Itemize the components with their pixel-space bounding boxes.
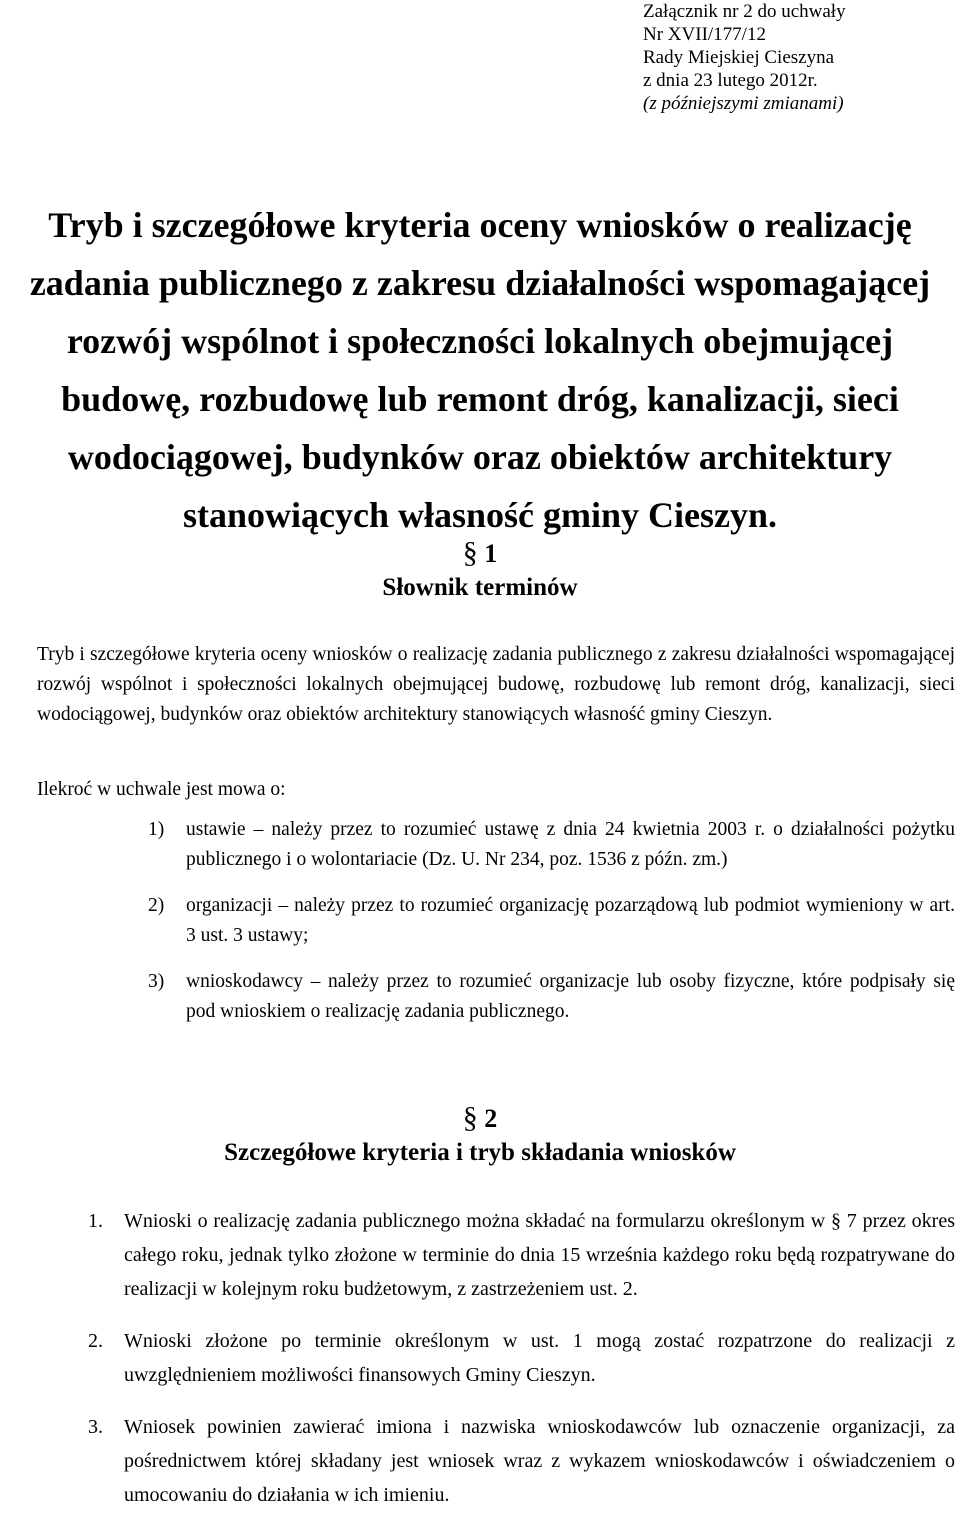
list-item-text: organizacji – należy przez to rozumieć organizację pozarządową lub podmiot wymieniony w art. 3 ust. 3 ustawy; xyxy=(186,895,955,946)
paragraph-symbol: § xyxy=(462,536,478,569)
criteria-list xyxy=(0,1204,955,1530)
list-item xyxy=(0,1324,955,1392)
document-title xyxy=(0,196,960,544)
title-line: Tryb i szczegółowe kryteria oceny wniosków o realizację xyxy=(48,205,912,245)
annex-amendment-note: (z późniejszymi zmianami) xyxy=(643,93,844,114)
title-line: zadania publicznego z zakresu działalności wspomagającej xyxy=(29,263,931,303)
section-number-value: 1 xyxy=(484,539,498,568)
list-item-text: Wniosek powinien zawierać imiona i nazwiska wnioskodawców lub oznaczenie organizacji, za pośrednictwem której składany jest wniosek wraz z wykazem wnioskodawców i oświadczeniem o umocowaniu do działania w ich imieniu. xyxy=(124,1416,955,1506)
list-item-text: Wnioski złożone po terminie określonym w ust. 1 mogą zostać rozpatrzone do realizacji z uwzględnieniem możliwości finansowych Gminy Cieszyn. xyxy=(124,1330,955,1386)
list-item xyxy=(37,815,955,875)
annex-line: z dnia 23 lutego 2012r. xyxy=(643,70,818,91)
list-item xyxy=(0,1410,955,1512)
title-line: wodociągowej, budynków oraz obiektów architektury xyxy=(67,437,893,477)
list-item-text: ustawie – należy przez to rozumieć ustawę z dnia 24 kwietnia 2003 r. o działalności pożytku publicznego i o wolontariacie (Dz. U. Nr 234, poz. 1536 z późn. zm.) xyxy=(186,819,955,870)
annex-line: Rady Miejskiej Cieszyna xyxy=(643,47,835,68)
definitions-list xyxy=(37,815,955,1043)
list-item-number: 2) xyxy=(148,895,165,916)
section-1-intro: Tryb i szczegółowe kryteria oceny wniosków o realizację zadania publicznego z zakresu działalności wspomagającej rozwój wspólnot i społeczności lokalnych obejmującej budowę, rozbudowę lub remont dróg, kanalizacji, sieci wodociągowej, budynków oraz obiektów architektury stanowiących własność gminy Cieszyn. xyxy=(37,644,955,725)
list-item-number: 3. xyxy=(88,1416,103,1438)
list-item-number: 1. xyxy=(88,1210,103,1232)
section-title: Szczegółowe kryteria i tryb składania wniosków xyxy=(224,1139,736,1166)
list-item-number: 2. xyxy=(88,1330,103,1352)
title-line: stanowiących własność gminy Cieszyn. xyxy=(182,495,778,535)
list-item-number: 3) xyxy=(148,971,165,992)
definitions-lead: Ilekroć w uchwale jest mowa o: xyxy=(37,779,286,800)
list-item-text: wnioskodawcy – należy przez to rozumieć organizacje lub osoby fizyczne, które podpisały się pod wnioskiem o realizację zadania publicznego. xyxy=(186,971,955,1022)
list-item xyxy=(37,967,955,1027)
paragraph-symbol: § xyxy=(462,1101,478,1134)
title-line: rozwój wspólnot i społeczności lokalnych obejmującej xyxy=(66,321,894,361)
annex-line: Nr XVII/177/12 xyxy=(643,24,766,45)
list-item xyxy=(0,1204,955,1306)
list-item-number: 1) xyxy=(148,819,165,840)
section-number xyxy=(0,536,960,571)
annex-header xyxy=(643,0,846,115)
section-number xyxy=(0,1101,960,1136)
annex-line: Załącznik nr 2 do uchwały xyxy=(643,1,846,22)
list-item-text: Wnioski o realizację zadania publicznego można składać na formularzu określonym w § 7 przez okres całego roku, jednak tylko złożone w terminie do dnia 15 września każdego roku będą rozpatrywane do realizacji w kolejnym roku budżetowym, z zastrzeżeniem ust. 2. xyxy=(124,1210,955,1300)
list-item xyxy=(37,891,955,951)
title-line: budowę, rozbudowę lub remont dróg, kanalizacji, sieci xyxy=(61,379,899,419)
section-title: Słownik terminów xyxy=(382,574,578,601)
section-1-heading xyxy=(0,536,960,605)
section-2-heading xyxy=(0,1101,960,1170)
section-number-value: 2 xyxy=(484,1104,498,1133)
